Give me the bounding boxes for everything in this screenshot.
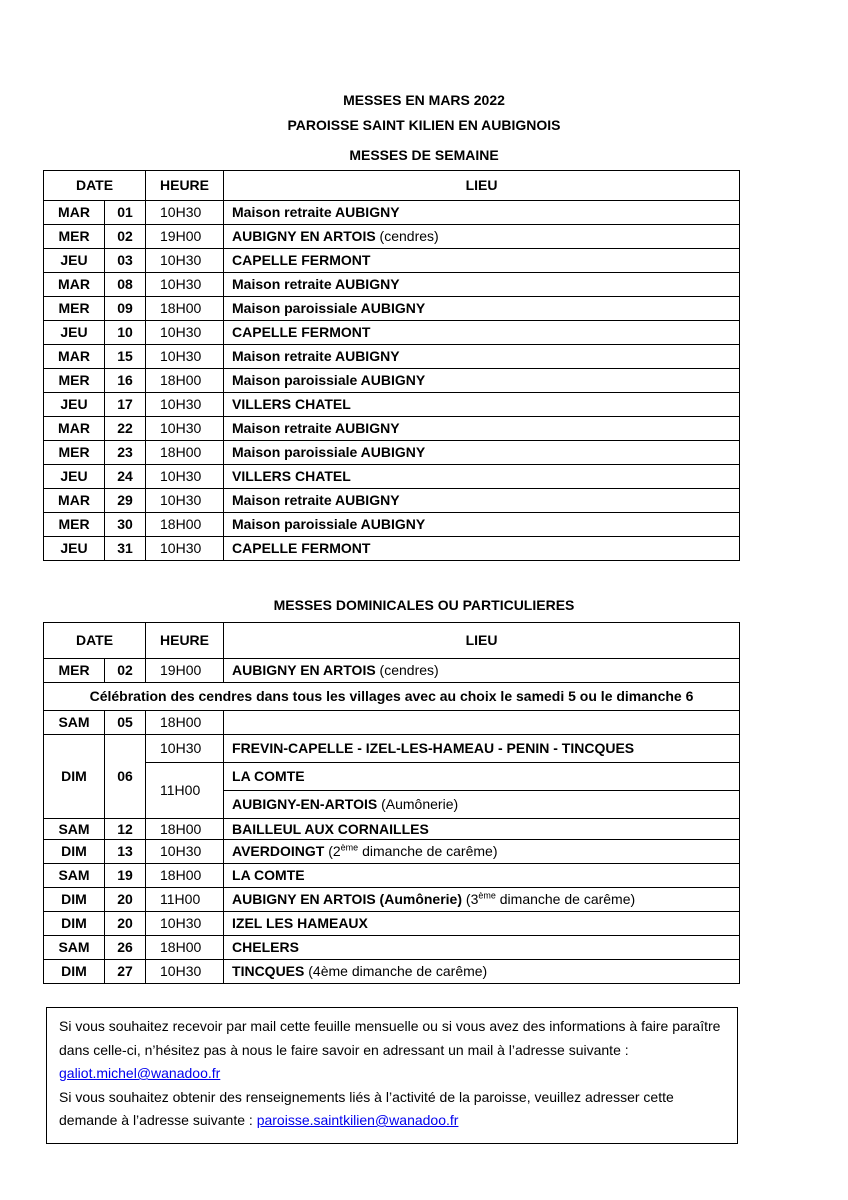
place-name: TINCQUES xyxy=(232,963,305,979)
place-note: (4ème dimanche de carême) xyxy=(304,963,488,979)
table-row xyxy=(44,297,740,321)
table-row xyxy=(44,659,740,683)
place-name: Maison paroissiale AUBIGNY xyxy=(232,372,426,388)
table-row xyxy=(44,321,740,345)
table-row xyxy=(44,888,740,912)
column-header-heure: HEURE xyxy=(146,623,224,659)
table-row xyxy=(44,912,740,936)
place-name: CAPELLE FERMONT xyxy=(232,540,371,556)
table-row xyxy=(44,393,740,417)
table-row xyxy=(44,489,740,513)
row-day: SAM xyxy=(44,864,105,888)
row-date: 17 xyxy=(105,393,146,417)
row-date: 30 xyxy=(105,513,146,537)
row-day: SAM xyxy=(44,819,105,840)
row-time: 10H30 xyxy=(146,489,224,513)
row-day: MER xyxy=(44,441,105,465)
table-row xyxy=(44,225,740,249)
column-header-date: DATE xyxy=(44,623,146,659)
row-place: IZEL LES HAMEAUX xyxy=(224,912,740,936)
row-date: 27 xyxy=(105,960,146,984)
place-name: Maison retraite AUBIGNY xyxy=(232,492,400,508)
row-date: 01 xyxy=(105,201,146,225)
table-row xyxy=(44,417,740,441)
row-time: 10H30 xyxy=(146,249,224,273)
place-name: Maison paroissiale AUBIGNY xyxy=(232,300,426,316)
cendres-note: Célébration des cendres dans tous les villages avec au choix le samedi 5 ou le dimanche 6 xyxy=(44,683,740,711)
row-place xyxy=(224,249,740,273)
row-date: 09 xyxy=(105,297,146,321)
row-day: DIM xyxy=(44,840,105,864)
place-name: AUBIGNY EN ARTOIS xyxy=(232,228,376,244)
table-header-row xyxy=(44,623,740,659)
row-day: DIM xyxy=(44,960,105,984)
row-place xyxy=(224,297,740,321)
table-row xyxy=(44,537,740,561)
section-title-weekday: MESSES DE SEMAINE xyxy=(349,147,499,163)
row-time: 18H00 xyxy=(146,297,224,321)
row-place: BAILLEUL AUX CORNAILLES xyxy=(224,819,740,840)
table-row xyxy=(44,465,740,489)
row-day: MER xyxy=(44,659,105,683)
row-time: 10H30 xyxy=(146,393,224,417)
place-name: Maison retraite AUBIGNY xyxy=(232,276,400,292)
row-day: MAR xyxy=(44,417,105,441)
row-time: 10H30 xyxy=(146,960,224,984)
table-row xyxy=(44,369,740,393)
row-time: 18H00 xyxy=(146,864,224,888)
place-note: (cendres) xyxy=(375,228,439,244)
place-name: AUBIGNY-EN-ARTOIS xyxy=(232,796,378,812)
table-row xyxy=(44,819,740,840)
row-time: 18H00 xyxy=(146,819,224,840)
newsletter-text: Si vous souhaitez recevoir par mail cette feuille mensuelle ou si vous avez des informations à faire paraître dans celle-ci, n’hésitez pas à nous le faire savoir en adressant un mail à l’adresse suivante : xyxy=(59,1018,721,1058)
table-header-row xyxy=(44,171,740,201)
table-row xyxy=(44,840,740,864)
row-place xyxy=(224,791,740,819)
table-row xyxy=(44,735,740,763)
row-time: 10H30 xyxy=(146,417,224,441)
row-place xyxy=(224,888,740,912)
place-name: Maison paroissiale AUBIGNY xyxy=(232,516,426,532)
row-time: 10H30 xyxy=(146,735,224,763)
row-date: 03 xyxy=(105,249,146,273)
row-day: SAM xyxy=(44,936,105,960)
parish-info-text: Si vous souhaitez obtenir des renseignements liés à l’activité de la paroisse, veuillez adresser cette demande à l’adresse suivante : xyxy=(59,1088,674,1128)
row-day: MER xyxy=(44,225,105,249)
row-day: DIM xyxy=(44,888,105,912)
row-day: DIM xyxy=(44,912,105,936)
row-time: 11H00 xyxy=(146,763,224,819)
row-date: 12 xyxy=(105,819,146,840)
row-day: MAR xyxy=(44,489,105,513)
parish-email-link[interactable]: paroisse.saintkilien@wanadoo.fr xyxy=(256,1112,459,1128)
weekday-table-body xyxy=(44,201,740,561)
row-place xyxy=(224,345,740,369)
row-time: 10H30 xyxy=(146,321,224,345)
place-name: AVERDOINGT xyxy=(232,843,325,859)
ordinal-suffix: ème xyxy=(340,842,359,853)
row-day: MAR xyxy=(44,273,105,297)
row-time: 10H30 xyxy=(146,912,224,936)
row-date: 06 xyxy=(105,735,146,819)
row-place: LA COMTE xyxy=(224,763,740,791)
place-name: CAPELLE FERMONT xyxy=(232,252,371,268)
row-day: JEU xyxy=(44,249,105,273)
row-place: FREVIN-CAPELLE - IZEL-LES-HAMEAU - PENIN - TINCQUES xyxy=(224,735,740,763)
row-place xyxy=(224,441,740,465)
table-row xyxy=(44,345,740,369)
row-place xyxy=(224,659,740,683)
row-place xyxy=(224,513,740,537)
row-date: 23 xyxy=(105,441,146,465)
row-date: 22 xyxy=(105,417,146,441)
row-time: 19H00 xyxy=(146,225,224,249)
row-day: JEU xyxy=(44,393,105,417)
place-note: (3 xyxy=(462,891,479,907)
table-row xyxy=(44,763,740,791)
row-date: 02 xyxy=(105,225,146,249)
row-date: 31 xyxy=(105,537,146,561)
row-day: JEU xyxy=(44,321,105,345)
row-date: 02 xyxy=(105,659,146,683)
column-header-lieu: LIEU xyxy=(224,623,740,659)
row-place xyxy=(224,321,740,345)
row-place xyxy=(224,417,740,441)
row-day: DIM xyxy=(44,735,105,819)
row-place xyxy=(224,273,740,297)
row-date: 20 xyxy=(105,912,146,936)
row-place: LA COMTE xyxy=(224,864,740,888)
row-time: 10H30 xyxy=(146,201,224,225)
row-time: 11H00 xyxy=(146,888,224,912)
row-time: 10H30 xyxy=(146,465,224,489)
section-title-sunday: MESSES DOMINICALES OU PARTICULIERES xyxy=(273,597,575,613)
row-time: 18H00 xyxy=(146,369,224,393)
place-name: VILLERS CHATEL xyxy=(232,396,351,412)
place-note: (Aumônerie) xyxy=(377,796,459,812)
row-date: 08 xyxy=(105,273,146,297)
place-name: Maison paroissiale AUBIGNY xyxy=(232,444,426,460)
row-time: 10H30 xyxy=(146,273,224,297)
table-row xyxy=(44,201,740,225)
row-place xyxy=(224,840,740,864)
row-time: 10H30 xyxy=(146,345,224,369)
row-place xyxy=(224,225,740,249)
row-date: 20 xyxy=(105,888,146,912)
table-row xyxy=(44,249,740,273)
row-time: 10H30 xyxy=(146,537,224,561)
weekday-mass-table xyxy=(43,170,740,561)
row-place xyxy=(224,369,740,393)
row-day: MER xyxy=(44,369,105,393)
row-place: CHELERS xyxy=(224,936,740,960)
sunday-table-body xyxy=(44,659,740,984)
column-header-lieu: LIEU xyxy=(224,171,740,201)
row-day: MER xyxy=(44,297,105,321)
row-time: 18H00 xyxy=(146,513,224,537)
row-date: 10 xyxy=(105,321,146,345)
row-date: 15 xyxy=(105,345,146,369)
place-note: (2 xyxy=(324,843,341,859)
table-row xyxy=(44,711,740,735)
table-row xyxy=(44,936,740,960)
page-title: MESSES EN MARS 2022 xyxy=(343,92,505,108)
place-name: VILLERS CHATEL xyxy=(232,468,351,484)
row-day: JEU xyxy=(44,537,105,561)
column-header-heure: HEURE xyxy=(146,171,224,201)
row-day: MER xyxy=(44,513,105,537)
newsletter-email-link[interactable]: galiot.michel@wanadoo.fr xyxy=(59,1065,221,1081)
row-time: 10H30 xyxy=(146,840,224,864)
place-name: Maison retraite AUBIGNY xyxy=(232,204,400,220)
row-place xyxy=(224,960,740,984)
place-note: dimanche de carême) xyxy=(495,891,636,907)
place-name: AUBIGNY EN ARTOIS xyxy=(232,662,376,678)
row-day: SAM xyxy=(44,711,105,735)
row-day: MAR xyxy=(44,201,105,225)
table-row xyxy=(44,513,740,537)
table-row xyxy=(44,441,740,465)
row-place xyxy=(224,537,740,561)
row-date: 13 xyxy=(105,840,146,864)
place-name: Maison retraite AUBIGNY xyxy=(232,348,400,364)
table-row xyxy=(44,683,740,711)
row-date: 19 xyxy=(105,864,146,888)
row-time: 18H00 xyxy=(146,711,224,735)
place-name: CAPELLE FERMONT xyxy=(232,324,371,340)
row-place xyxy=(224,489,740,513)
row-date: 26 xyxy=(105,936,146,960)
contact-info-box xyxy=(46,1007,738,1144)
row-place xyxy=(224,393,740,417)
row-day: JEU xyxy=(44,465,105,489)
place-name: AUBIGNY EN ARTOIS (Aumônerie) xyxy=(232,891,463,907)
row-place xyxy=(224,201,740,225)
row-place xyxy=(224,465,740,489)
place-note: dimanche de carême) xyxy=(358,843,498,859)
table-row xyxy=(44,273,740,297)
row-time: 19H00 xyxy=(146,659,224,683)
place-name: Maison retraite AUBIGNY xyxy=(232,420,400,436)
page-subtitle: PAROISSE SAINT KILIEN EN AUBIGNOIS xyxy=(287,117,561,133)
row-date: 24 xyxy=(105,465,146,489)
column-header-date: DATE xyxy=(44,171,146,201)
row-date: 29 xyxy=(105,489,146,513)
sunday-mass-table xyxy=(43,622,740,984)
ordinal-suffix: ème xyxy=(478,890,496,901)
place-note: (cendres) xyxy=(375,662,439,678)
row-day: MAR xyxy=(44,345,105,369)
row-time: 18H00 xyxy=(146,441,224,465)
table-row xyxy=(44,864,740,888)
table-row xyxy=(44,960,740,984)
row-time: 18H00 xyxy=(146,936,224,960)
row-place xyxy=(224,711,740,735)
row-date: 05 xyxy=(105,711,146,735)
row-date: 16 xyxy=(105,369,146,393)
